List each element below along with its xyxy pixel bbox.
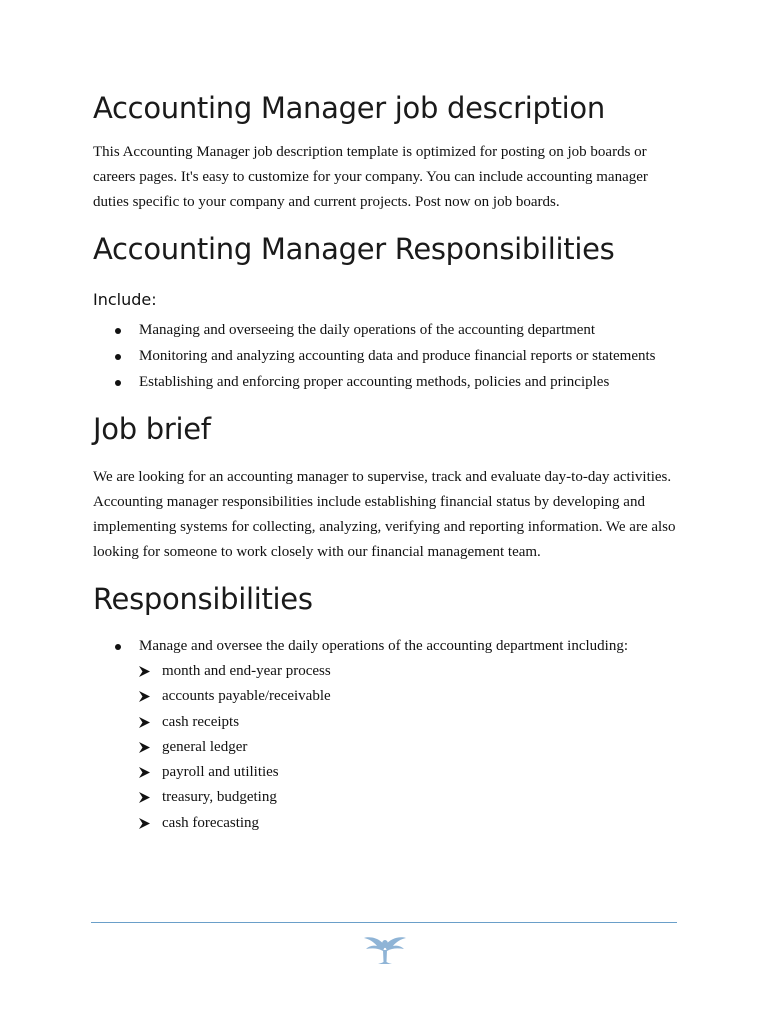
responsibilities-overview-heading: Accounting Manager Responsibilities <box>93 232 615 266</box>
page-title: Accounting Manager job description <box>93 91 605 125</box>
include-subheading: Include: <box>93 290 157 309</box>
arrow-bullet-icon <box>138 791 151 804</box>
bullet-dot-icon <box>115 328 121 334</box>
overview-list <box>93 317 683 395</box>
list-item: payroll and utilities <box>93 760 683 785</box>
bullet-dot-icon <box>115 644 121 650</box>
arrow-bullet-icon <box>138 741 151 754</box>
intro-paragraph: This Accounting Manager job description template is optimized for posting on job boards or careers pages. It's easy to customize for your company. You can include accounting manager duties specific to your company and current projects. Post now on job boards. <box>93 144 648 210</box>
responsibilities-sublist <box>93 659 683 836</box>
arrow-bullet-icon <box>138 716 151 729</box>
job-brief-heading: Job brief <box>93 412 211 446</box>
list-item: accounts payable/receivable <box>93 684 683 709</box>
arrow-bullet-icon <box>138 665 151 678</box>
list-item: Managing and overseeing the daily operations of the accounting department <box>93 317 683 343</box>
list-item: Manage and oversee the daily operations of the accounting department including: <box>93 633 683 659</box>
arrow-bullet-icon <box>138 766 151 779</box>
document-page <box>93 86 683 836</box>
responsibilities-list <box>93 633 683 659</box>
list-item: Monitoring and analyzing accounting data and produce financial reports or statements <box>93 343 683 369</box>
job-brief-paragraph: We are looking for an accounting manager to supervise, track and evaluate day-to-day activities. Accounting manager responsibilities include establishing financial status by developing and implementing systems for collecting, analyzing, verifying and reporting information. We are also looking for someone to work closely with our financial management team. <box>93 469 676 560</box>
footer-divider <box>91 922 677 923</box>
arrow-bullet-icon <box>138 817 151 830</box>
list-item: treasury, budgeting <box>93 785 683 810</box>
list-item: cash receipts <box>93 710 683 735</box>
list-item: Establishing and enforcing proper accounting methods, policies and principles <box>93 369 683 395</box>
list-item: cash forecasting <box>93 811 683 836</box>
list-item: general ledger <box>93 735 683 760</box>
bullet-dot-icon <box>115 354 121 360</box>
flower-logo-icon <box>362 932 408 966</box>
arrow-bullet-icon <box>138 690 151 703</box>
responsibilities-heading: Responsibilities <box>93 582 313 616</box>
list-item: month and end-year process <box>93 659 683 684</box>
bullet-dot-icon <box>115 380 121 386</box>
